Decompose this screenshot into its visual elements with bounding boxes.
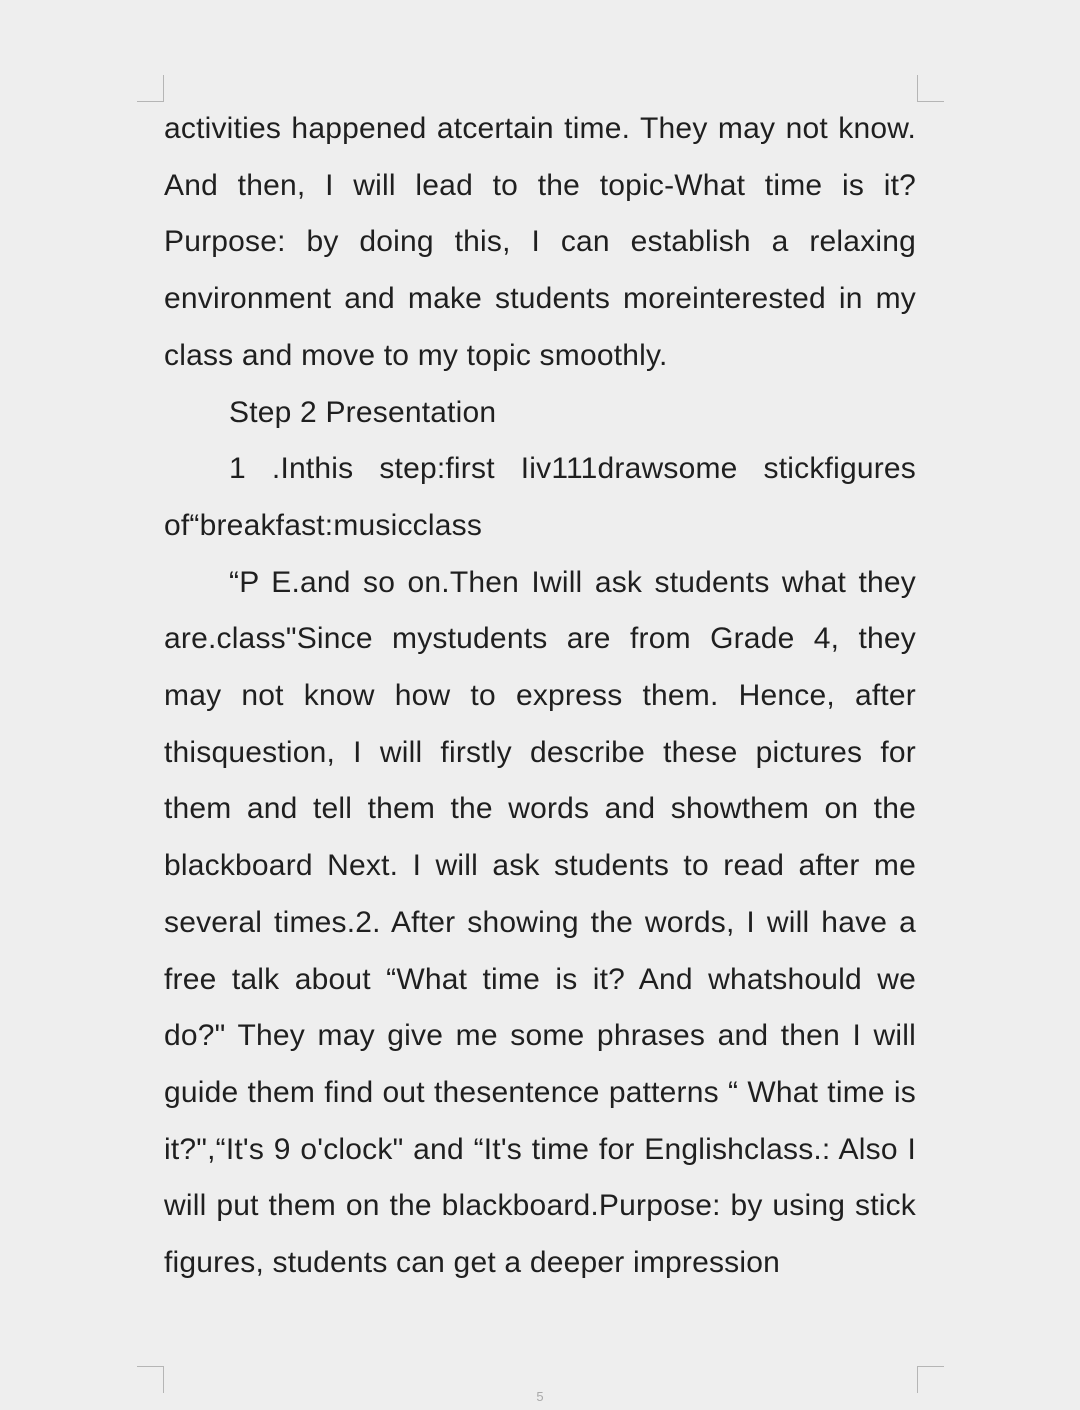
corner-mark-top-left (137, 75, 164, 102)
page-number: 5 (536, 1389, 544, 1404)
document-body (164, 101, 916, 1292)
paragraph-step-body: “P E.and so on.Then Iwill ask students what they are.class"Since mystudents are from Grade 4, they may not know how to express them. Hence, after thisquestion, I will firstly describe these pictures for them and tell them the words and showthem on the blackboard Next. I will ask students to read after me several times.2. After showing the words, I will have a free talk about “What time is it? And whatshould we do?" They may give me some phrases and then I will guide them find out thesentence patterns “ What time is it?",“It's 9 o'clock" and “It's time for Englishclass.: Also I will put them on the blackboard.Purpose: by using stick figures, students can get a deeper impression (164, 565, 916, 1280)
paragraph-step-1: 1 .Inthis step:first Iiv111drawsome stickfigures of“breakfast:musicclass (164, 452, 916, 542)
section-heading: Step 2 Presentation (229, 395, 497, 429)
paragraph-intro: activities happened atcertain time. They may not know. And then, I will lead to the topic-What time is it?Purpose: by doing this, I can establish a relaxing environment and make students moreinterested in my class and move to my topic smoothly. (164, 112, 916, 372)
corner-mark-top-right (917, 75, 944, 102)
